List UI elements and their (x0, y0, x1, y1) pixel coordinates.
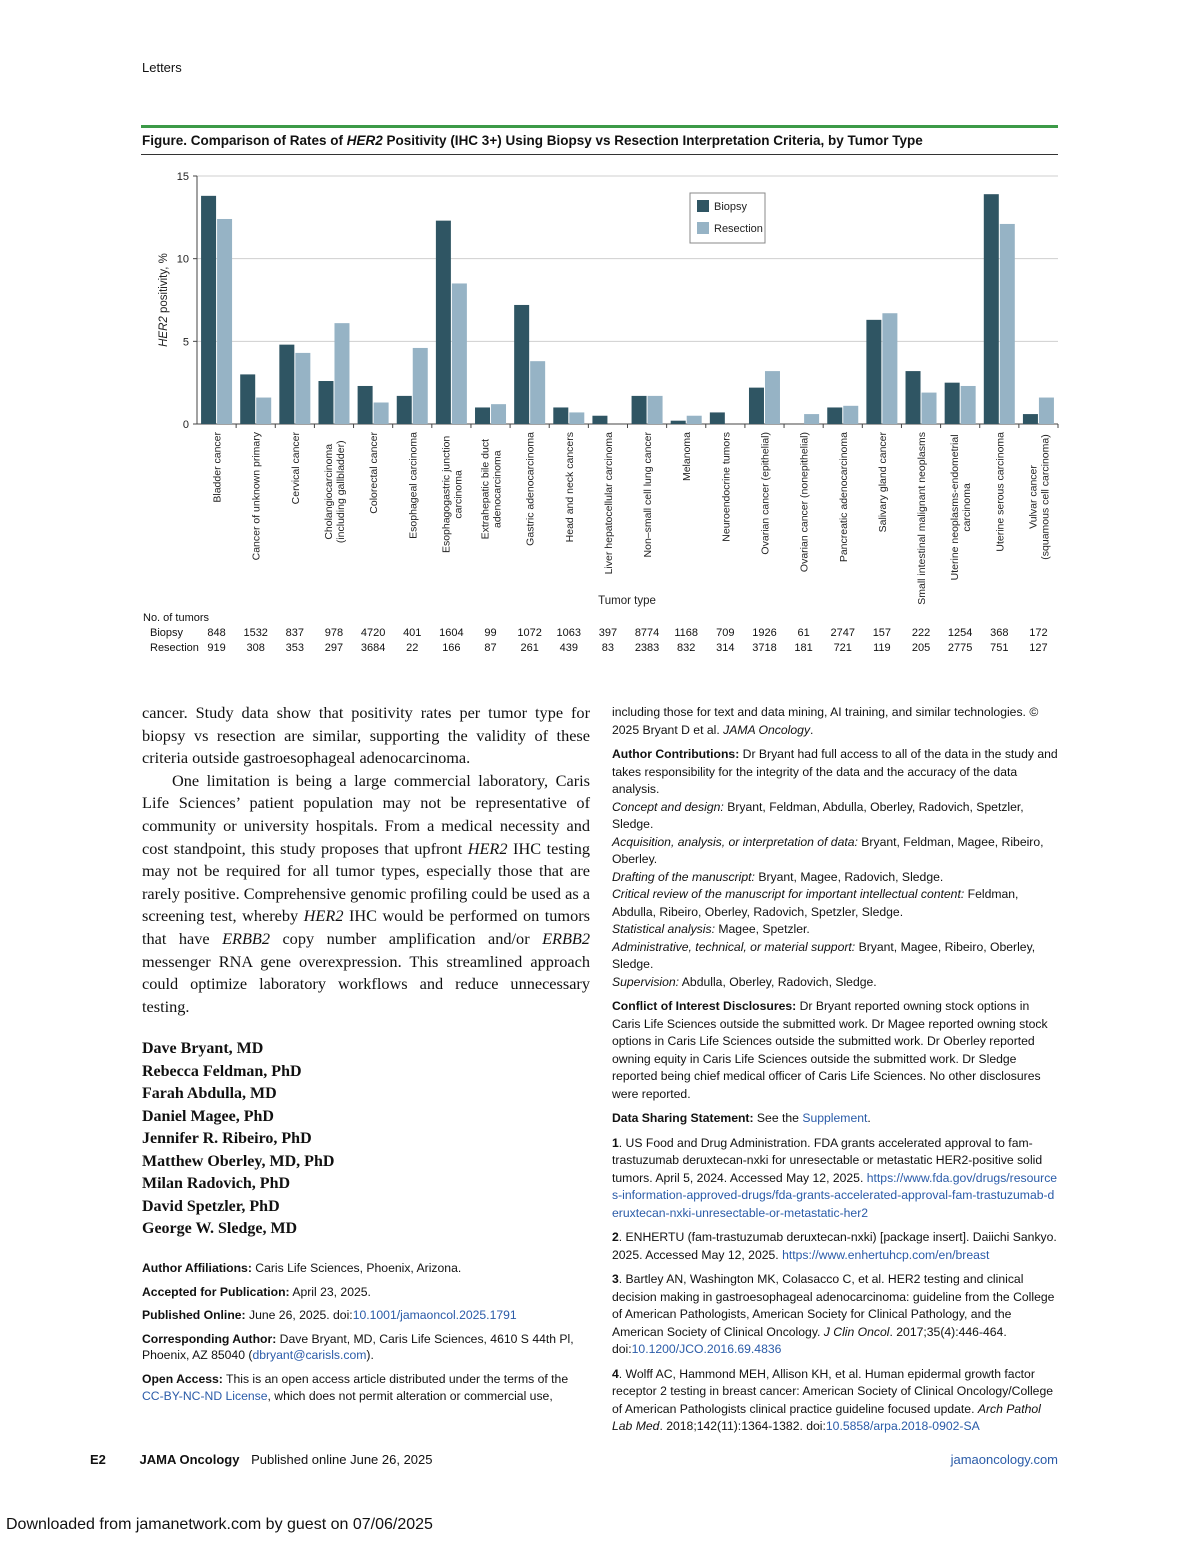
coi-label: Conflict of Interest Disclosures: (612, 999, 797, 1013)
count-biopsy: 368 (990, 627, 1009, 639)
x-tick-label: Non–small cell lung cancer (642, 432, 655, 558)
bar-resection (804, 414, 819, 424)
count-biopsy: 1063 (556, 627, 582, 639)
p2-part-e: messenger RNA gene overexpression. This streamlined approach could optimize laboratory workflows and reduce unnecessary testing. (142, 951, 590, 1016)
p2-erbb2: ERBB2 (222, 928, 270, 948)
acc-text: April 23, 2025. (289, 1284, 371, 1299)
y-tick-label: 15 (176, 171, 189, 183)
bar-biopsy (866, 320, 881, 424)
bar-biopsy (436, 221, 451, 424)
reference-3 (612, 1271, 1058, 1359)
count-resection: 127 (1029, 642, 1048, 654)
ref4-doi-link[interactable]: 10.5858/arpa.2018-0902-SA (825, 1419, 980, 1433)
author-name: Daniel Magee, PhD (142, 1107, 274, 1125)
ref3-journal: J Clin Oncol (823, 1324, 890, 1339)
count-resection: 353 (285, 642, 304, 654)
x-tick-label: Liver hepatocellular carcinoma (602, 432, 615, 575)
bar-resection (530, 361, 545, 424)
bar-biopsy (279, 345, 294, 424)
author-name: Dave Bryant, MD (142, 1040, 264, 1057)
author-contributions (612, 746, 1058, 991)
p2-her2: HER2 (467, 838, 508, 858)
x-tick-label: Colorectal cancer (368, 432, 381, 514)
bar-resection (217, 219, 232, 424)
supplement-link[interactable]: Supplement (802, 1111, 868, 1125)
count-resection: 119 (873, 642, 891, 654)
p2-part-b: IHC testing may not be required for all tumor types, especially those that are rarely positive. Comprehensive genomic profiling could be used as a screening test, whereby (142, 838, 591, 926)
x-tick-label: Uterine neoplasms-endometrial (949, 434, 962, 581)
bar-biopsy (553, 407, 568, 424)
count-resection: 22 (406, 642, 419, 654)
bar-biopsy (984, 194, 999, 424)
author-name: Rebecca Feldman, PhD (142, 1062, 302, 1080)
count-biopsy: 978 (324, 627, 344, 639)
count-biopsy: 709 (716, 627, 735, 639)
body-paragraph-2 (142, 770, 590, 1019)
p2-erbb2-b: ERBB2 (542, 928, 590, 948)
count-biopsy: 8774 (634, 627, 660, 639)
section-label: Letters (142, 60, 182, 75)
bar-resection (1039, 398, 1054, 424)
journal-site-link[interactable]: jamaoncology.com (950, 1452, 1058, 1467)
aff-text: Caris Life Sciences, Phoenix, Arizona. (251, 1261, 462, 1275)
count-resection: 205 (911, 642, 931, 654)
bar-resection (569, 412, 584, 424)
contrib-acquisition (612, 834, 1058, 869)
count-biopsy: 837 (285, 627, 304, 639)
x-tick-label: Ovarian cancer (epithelial) (759, 432, 772, 555)
bar-biopsy (906, 371, 921, 424)
ref4-text: . Wolff AC, Hammond MEH, Allison KH, et al. Human epidermal growth factor receptor 2 testing in breast cancer: American Society of Clinical Oncology/College of American Pathologists clinical practice guideline focused update. (612, 1366, 1053, 1416)
corr-label: Corresponding Author: (142, 1331, 277, 1346)
conflict-disclosures (612, 998, 1058, 1103)
bar-resection (882, 313, 897, 424)
count-biopsy: 99 (484, 627, 497, 639)
contrib-intro (612, 746, 1058, 799)
ref3-text: . Bartley AN, Washington MK, Colasacco C, et al. HER2 testing and clinical decision making in gastroesophageal adenocarcinoma: guideline from the College of American Pathologists, American Society for Clinical Pathology, and the American Society of Clinical Oncology. (612, 1272, 1055, 1339)
count-biopsy: 848 (207, 627, 226, 639)
x-tick-label: Melanoma (681, 432, 694, 482)
ref1-link[interactable]: https://www.fda.gov/drugs/resources-information-approved-drugs/fda-grants-accelerated-approval-fam-trastuzumab-deruxtecan-nxki-unresectable-or-metastatic-her2 (612, 1170, 1058, 1220)
author-name: Farah Abdulla, MD (142, 1085, 277, 1102)
page-footer (90, 1452, 1058, 1467)
draft-label: Drafting of the manuscript: (612, 869, 755, 884)
bar-resection (648, 396, 663, 424)
count-resection: 832 (677, 642, 696, 654)
figure-title-suffix: Positivity (IHC 3+) Using Biopsy vs Resection Interpretation Criteria, by Tumor Type (382, 133, 923, 148)
x-tick-label: Uterine serous carcinoma (994, 432, 1007, 552)
counts-resection-label: Resection (150, 642, 199, 654)
x-tick-label: Cervical cancer (289, 432, 302, 505)
count-resection: 3684 (360, 642, 386, 654)
count-biopsy: 1532 (243, 627, 268, 639)
ref4-text-b: . 2018;142(11):1364-1382. doi: (659, 1419, 826, 1433)
count-resection: 919 (207, 642, 226, 654)
x-tick-label: carcinoma (961, 483, 974, 532)
oa-end: , which does not permit alteration or commercial use, (267, 1388, 553, 1403)
email-link[interactable]: dbryant@carisls.com (252, 1348, 367, 1363)
x-tick-label: Cholangiocarcinoma (322, 443, 335, 540)
reference-1 (612, 1135, 1058, 1223)
bar-resection (295, 353, 310, 424)
open-access (142, 1371, 590, 1404)
x-tick-label: Vulvar cancer (1027, 465, 1040, 529)
bar-resection (452, 283, 467, 424)
aff-label: Author Affiliations: (142, 1261, 252, 1275)
ref3-doi-link[interactable]: 10.1200/JCO.2016.69.4836 (631, 1342, 782, 1356)
bar-biopsy (514, 305, 529, 424)
figure-title-prefix: Figure. Comparison of Rates of (142, 133, 347, 148)
reference-2 (612, 1229, 1058, 1264)
author-list (142, 1038, 334, 1241)
count-biopsy: 401 (403, 627, 422, 639)
ref-number: 4 (612, 1366, 619, 1381)
ds-label: Data Sharing Statement: (612, 1111, 754, 1125)
her2-positivity-chart (140, 160, 1060, 660)
figure-top-rule (141, 125, 1058, 128)
contrib-critical (612, 886, 1058, 921)
page-number: E2 (90, 1452, 106, 1467)
count-resection: 3718 (752, 642, 777, 654)
contrib-admin (612, 939, 1058, 974)
count-resection: 166 (442, 642, 461, 654)
ref2-link[interactable]: https://www.enhertuhcp.com/en/breast (782, 1247, 990, 1262)
counts-resection-row (0, 642, 1200, 656)
bar-resection (256, 398, 271, 424)
count-biopsy: 61 (797, 627, 810, 639)
author-name: David Spetzler, PhD (142, 1197, 280, 1215)
x-tick-label: Ovarian cancer (nonepithelial) (798, 432, 811, 573)
doi-link[interactable]: 10.1001/jamaoncol.2025.1791 (352, 1308, 517, 1323)
ds-end: . (867, 1111, 871, 1125)
right-column (612, 704, 1058, 1443)
sup-text: Abdulla, Oberley, Radovich, Sledge. (679, 974, 877, 989)
x-tick-label: Neuroendocrine tumors (720, 432, 733, 542)
x-tick-label: adenocarcinoma (491, 450, 504, 529)
corr-end: ). (366, 1348, 374, 1363)
acq-text: Bryant, Feldman, Magee, Ribeiro, Oberley. (612, 834, 1044, 866)
bar-resection (961, 386, 976, 424)
x-tick-label: Extrahepatic bile duct (479, 438, 492, 540)
x-tick-label: Pancreatic adenocarcinoma (837, 432, 850, 563)
reference-4 (612, 1366, 1058, 1436)
counts-biopsy-row (0, 627, 1200, 641)
stat-text: Magee, Spetzler. (714, 922, 810, 936)
author-name: Milan Radovich, PhD (142, 1175, 291, 1192)
count-biopsy: 1254 (947, 627, 973, 639)
admin-text: Bryant, Magee, Ribeiro, Oberley, Sledge. (612, 939, 1036, 971)
bar-biopsy (710, 412, 725, 424)
bar-biopsy (1023, 414, 1038, 424)
count-biopsy: 157 (872, 627, 892, 639)
bar-resection (491, 404, 506, 424)
p2-part-d: copy number amplification and/or (270, 928, 543, 948)
x-tick-label: carcinoma (452, 470, 465, 519)
count-biopsy: 397 (598, 627, 618, 639)
y-axis-label (158, 253, 170, 347)
bar-resection (334, 323, 349, 424)
y-tick-label: 5 (182, 336, 189, 349)
count-resection: 2383 (634, 642, 660, 654)
concept-text: Bryant, Feldman, Abdulla, Oberley, Radovich, Spetzler, Sledge. (612, 799, 1024, 831)
legend-label-resection: Resection (714, 223, 763, 235)
ref-number: 1 (612, 1135, 619, 1150)
contrib-supervision (612, 974, 1058, 992)
x-axis-label: Tumor type (598, 595, 656, 607)
count-biopsy: 1168 (674, 627, 699, 639)
bar-biopsy (358, 386, 373, 424)
bar-resection (843, 406, 858, 424)
bar-biopsy (945, 383, 960, 424)
corresponding-author (142, 1331, 590, 1364)
p2-part-c: IHC would be performed on tumors that have (142, 906, 590, 948)
bar-biopsy (592, 416, 607, 424)
x-tick-label: Small intestinal malignant neoplasms (916, 432, 929, 605)
x-tick-label: (including gallbladder) (334, 440, 347, 544)
journal-name: JAMA Oncology (139, 1452, 240, 1467)
figure-title-rule (141, 154, 1058, 155)
count-resection: 87 (484, 642, 497, 654)
pub-label: Published Online: (142, 1308, 246, 1323)
bar-biopsy (318, 381, 333, 424)
bar-biopsy (201, 196, 216, 424)
open-access-continued (612, 704, 1058, 739)
count-resection: 83 (601, 642, 615, 654)
draft-text: Bryant, Magee, Radovich, Sledge. (754, 869, 944, 884)
bar-biopsy (632, 396, 647, 424)
acc-label: Accepted for Publication: (142, 1284, 290, 1299)
bar-resection (687, 416, 702, 424)
x-tick-label: Bladder cancer (211, 432, 224, 503)
ref3-text-b: . 2017;35(4):446-464. doi: (612, 1324, 1007, 1356)
count-biopsy: 1926 (752, 627, 777, 639)
legend-swatch-biopsy (697, 200, 709, 212)
count-resection: 2775 (947, 642, 973, 654)
bar-resection (765, 371, 780, 424)
x-tick-label: (squamous cell carcinoma) (1039, 434, 1052, 560)
y-axis-label-rest: positivity, % (158, 253, 170, 317)
figure-title-gene: HER2 (346, 133, 383, 148)
oa-journal: JAMA Oncology (723, 722, 811, 737)
count-biopsy: 4720 (360, 627, 386, 639)
oa-label: Open Access: (142, 1371, 223, 1386)
body-paragraph-1: cancer. Study data show that positivity rates per tumor type for biopsy vs resection are similar, supporting the validity of these criteria outside gastroesophageal adenocarcinoma. (142, 703, 590, 768)
ds-text: See the (753, 1111, 803, 1125)
contrib-concept (612, 799, 1058, 834)
ref4-journal: Arch Pathol Lab Med (612, 1401, 1041, 1433)
count-biopsy: 172 (1029, 627, 1048, 639)
author-name: Jennifer R. Ribeiro, PhD (142, 1130, 312, 1147)
ref-number: 3 (612, 1272, 619, 1286)
bar-resection (1000, 224, 1015, 424)
x-tick-label: Salivary gland cancer (876, 432, 889, 533)
y-axis-label-gene: HER2 (158, 316, 170, 347)
coi-text: Dr Bryant reported owning stock options in Caris Life Sciences outside the submitted work. Dr Magee reported owning stock options in Caris Life Sciences outside the submitted work. Dr Oberley reported owning equity in Caris Life Sciences outside the submitted work. Dr Sledge reported being chief medical officer of Caris Life Sciences. No other disclosures were reported. (612, 999, 1048, 1101)
sup-label: Supervision: (612, 974, 680, 989)
x-tick-label: Esophagogastric junction (440, 435, 453, 554)
legend-swatch-resection (697, 222, 709, 234)
bar-biopsy (397, 396, 412, 424)
published-online (142, 1307, 590, 1324)
count-biopsy: 2747 (830, 627, 855, 639)
bar-biopsy (671, 421, 686, 424)
legend-label-biopsy: Biopsy (714, 201, 748, 213)
count-biopsy: 1072 (517, 627, 542, 639)
body-text (142, 702, 590, 1018)
footer-pubdate: Published online June 26, 2025 (251, 1452, 433, 1467)
ref1-text: . US Food and Drug Administration. FDA grants accelerated approval to fam-trastuzumab deruxtecan-nxki for unresectable or metastatic HER2-positive solid tumors. April 5, 2024. Accessed May 12, 2025. (612, 1135, 1043, 1185)
bar-biopsy (827, 407, 842, 424)
count-resection: 439 (559, 642, 578, 654)
oa-cont: including those for text and data mining, AI training, and similar technologies. © 2025 Bryant D et al. (612, 705, 1039, 737)
corr-text: Dave Bryant, MD, Caris Life Sciences, 4610 S 44th Pl, Phoenix, AZ 85040 ( (142, 1331, 574, 1363)
accepted-date (142, 1284, 590, 1301)
acq-label: Acquisition, analysis, or interpretation of data: (612, 834, 858, 849)
crit-label: Critical review of the manuscript for important intellectual content: (612, 887, 965, 901)
author-affiliations (142, 1260, 590, 1277)
download-note: Downloaded from jamanetwork.com by guest on 07/06/2025 (6, 1516, 433, 1533)
count-resection: 751 (990, 642, 1009, 654)
contrib-label: Author Contributions: (612, 747, 740, 761)
contrib-drafting (612, 869, 1058, 887)
figure-title (142, 133, 923, 148)
p2-part-a: One limitation is being a large commercial laboratory, Caris Life Sciences’ patient population may not be representative of community or university hospitals. From a medical necessity and cost standpoint, this study proposes that upfront (142, 770, 590, 858)
p2-her2-b: HER2 (303, 906, 344, 926)
pub-text: June 26, 2025. doi: (245, 1308, 353, 1323)
data-sharing (612, 1110, 1058, 1128)
ref-number: 2 (612, 1230, 619, 1244)
count-resection: 721 (833, 642, 852, 654)
y-tick-label: 10 (176, 253, 189, 266)
oa-text: This is an open access article distributed under the terms of the (222, 1371, 569, 1386)
bar-biopsy (749, 388, 764, 424)
bar-biopsy (240, 374, 255, 424)
y-tick-label: 0 (182, 419, 189, 431)
bar-resection (413, 348, 428, 424)
concept-label: Concept and design: (612, 799, 724, 814)
author-name: George W. Sledge, MD (142, 1220, 298, 1237)
count-resection: 314 (716, 642, 735, 654)
contrib-statistical (612, 921, 1058, 939)
contrib-text: Dr Bryant had full access to all of the data in the study and takes responsibility for the integrity of the data and the accuracy of the data analysis. (612, 747, 1058, 796)
count-resection: 261 (520, 642, 539, 654)
count-resection: 181 (794, 642, 813, 654)
count-resection: 308 (246, 642, 265, 654)
ref2-text: . ENHERTU (fam-trastuzumab deruxtecan-nxki) [package insert]. Daiichi Sankyo. 2025. Accessed May 12, 2025. (612, 1230, 1057, 1262)
count-resection: 297 (324, 642, 344, 654)
x-tick-label: Cancer of unknown primary (250, 432, 263, 561)
x-tick-label: Gastric adenocarcinoma (524, 432, 537, 546)
admin-label: Administrative, technical, or material support: (612, 939, 856, 954)
counts-biopsy-label: Biopsy (150, 627, 184, 639)
counts-heading: No. of tumors (143, 612, 210, 624)
crit-text: Feldman, Abdulla, Ribeiro, Oberley, Radovich, Spetzler, Sledge. (612, 887, 1019, 919)
x-tick-label: Head and neck cancers (563, 432, 576, 543)
oa-period: . (810, 722, 814, 737)
stat-label: Statistical analysis: (612, 922, 715, 936)
license-link[interactable]: CC-BY-NC-ND License (142, 1388, 268, 1403)
x-tick-label: Esophageal carcinoma (407, 432, 420, 539)
article-info (142, 1260, 590, 1411)
author-name: Matthew Oberley, MD, PhD (142, 1152, 335, 1170)
count-biopsy: 1604 (439, 627, 464, 639)
count-biopsy: 222 (911, 627, 931, 639)
bar-biopsy (475, 407, 490, 424)
bar-resection (374, 403, 389, 424)
bar-resection (922, 393, 937, 424)
